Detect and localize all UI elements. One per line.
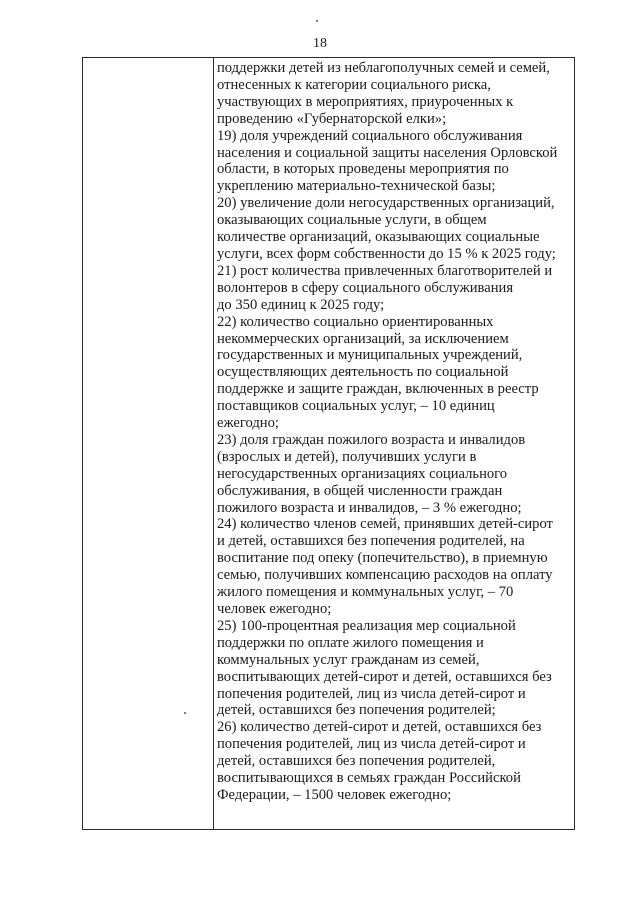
text-line: осуществляющих деятельность по социальной <box>217 364 509 381</box>
text-line: некоммерческих организаций, за исключением <box>217 330 509 347</box>
text-line: проведению «Губернаторской елки»; <box>217 110 447 127</box>
text-line: населения и социальной защиты населения Орловской <box>217 144 558 161</box>
text-line: государственных и муниципальных учреждений, <box>217 347 523 364</box>
text-line: и детей, оставшихся без попечения родителей, на <box>217 533 525 550</box>
text-line: коммунальных услуг гражданам из семей, <box>217 651 480 668</box>
text-line: области, в которых проведены мероприятия по <box>217 161 509 178</box>
text-line: 20) увеличение доли негосударственных организаций, <box>217 195 555 212</box>
text-line: 23) доля граждан пожилого возраста и инвалидов <box>217 431 526 448</box>
text-line: поддержки детей из неблагополучных семей и семей, <box>217 60 550 76</box>
text-line: детей, оставшихся без попечения родителей; <box>217 702 496 719</box>
text-line: 26) количество детей-сирот и детей, оставшихся без <box>217 719 542 736</box>
text-line: человек ежегодно; <box>217 601 332 617</box>
text-line: негосударственных организациях социального <box>217 465 508 482</box>
text-line: поставщиков социальных услуг, – 10 единиц <box>217 398 495 415</box>
text-line: детей, оставшихся без попечения родителей, <box>217 753 496 770</box>
text-line: 19) доля учреждений социального обслуживания <box>217 127 523 144</box>
text-line: 21) рост количества привлеченных благотворителей и <box>217 262 553 279</box>
text-line: воспитание под опеку (попечительство), в приемную <box>217 550 548 567</box>
text-line: количестве организаций, оказывающих социальные <box>217 229 540 246</box>
text-line: оказывающих социальные услуги, в общем <box>217 212 487 229</box>
left-cell <box>83 58 214 829</box>
text-line: обслуживания, в общей численности граждан <box>217 482 503 499</box>
text-line: 25) 100-процентная реализация мер социальной <box>217 617 516 634</box>
right-cell <box>214 58 574 829</box>
text-line: семью, получивших компенсацию расходов на оплату <box>217 567 553 584</box>
text-line: до 350 единиц к 2025 году; <box>217 296 385 313</box>
document-table <box>82 57 575 830</box>
text-line: участвующих в мероприятиях, приуроченных к <box>217 93 514 110</box>
page-number: 18 <box>313 36 327 51</box>
text-line: укреплению материально-технической базы; <box>217 178 496 195</box>
text-line: воспитывающихся в семьях граждан Российской <box>217 770 521 787</box>
text-line: волонтеров в сферу социального обслуживания <box>217 279 514 296</box>
text-line: отнесенных к категории социального риска, <box>217 76 491 93</box>
text-line: 22) количество социально ориентированных <box>217 313 494 330</box>
text-line: ежегодно; <box>217 415 279 432</box>
text-line: Федерации, – 1500 человек ежегодно; <box>217 786 452 803</box>
text-line: попечения родителей, лиц из числа детей-сирот и <box>217 685 526 702</box>
text-line: жилого помещения и коммунальных услуг, – 70 <box>217 584 514 601</box>
text-line: поддержке и защите граждан, включенных в реестр <box>217 381 539 398</box>
text-line: поддержки по оплате жилого помещения и <box>217 634 484 651</box>
text-line: 24) количество членов семей, принявших детей-сирот <box>217 516 553 533</box>
scan-speck <box>184 712 186 714</box>
text-line: воспитывающих детей-сирот и детей, оставшихся без <box>217 668 552 685</box>
text-line: (взрослых и детей), получивших услуги в <box>217 448 477 465</box>
scan-speck <box>316 20 318 22</box>
text-line: попечения родителей, лиц из числа детей-сирот и <box>217 736 526 753</box>
text-line: услуги, всех форм собственности до 15 % к 2025 году; <box>217 245 556 262</box>
text-line: пожилого возраста и инвалидов, – 3 % ежегодно; <box>217 499 522 516</box>
